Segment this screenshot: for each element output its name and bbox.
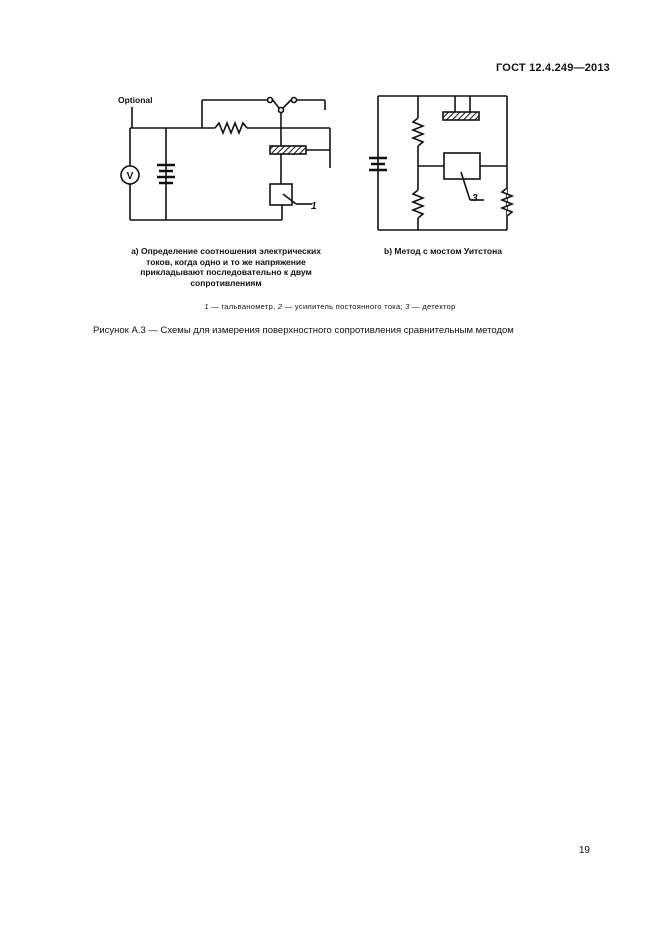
page-number: 19 xyxy=(578,845,590,856)
legend-num-2: 2 xyxy=(277,302,283,311)
figure-legend xyxy=(100,302,560,311)
legend-text-2: — усилитель постоянного тока; xyxy=(282,302,406,311)
optional-label: Optional xyxy=(118,95,153,105)
caption-diagram-a: а) Определение соотношения электрических токов, когда одно и то же напряжение прикладывают последовательно к двум сопротивлениям xyxy=(131,246,321,288)
callout-1: 1 xyxy=(311,201,317,212)
diagram-a xyxy=(118,95,330,220)
figure-title: Рисунок А.3 — Схемы для измерения поверхностного сопротивления сравнительным методом xyxy=(93,325,514,336)
diagram-b xyxy=(369,96,512,230)
caption-diagram-b: b) Метод с мостом Уитстона xyxy=(384,246,502,256)
callout-3: 3 xyxy=(472,193,478,204)
legend-text-3: — детектор xyxy=(409,302,456,311)
legend-num-3: 3 xyxy=(405,302,410,311)
legend-num-1: 1 xyxy=(204,302,209,311)
legend-text-1: — гальванометр, xyxy=(208,302,278,311)
voltmeter-label: V xyxy=(126,171,134,182)
document-code: ГОСТ 12.4.249—2013 xyxy=(496,62,610,74)
